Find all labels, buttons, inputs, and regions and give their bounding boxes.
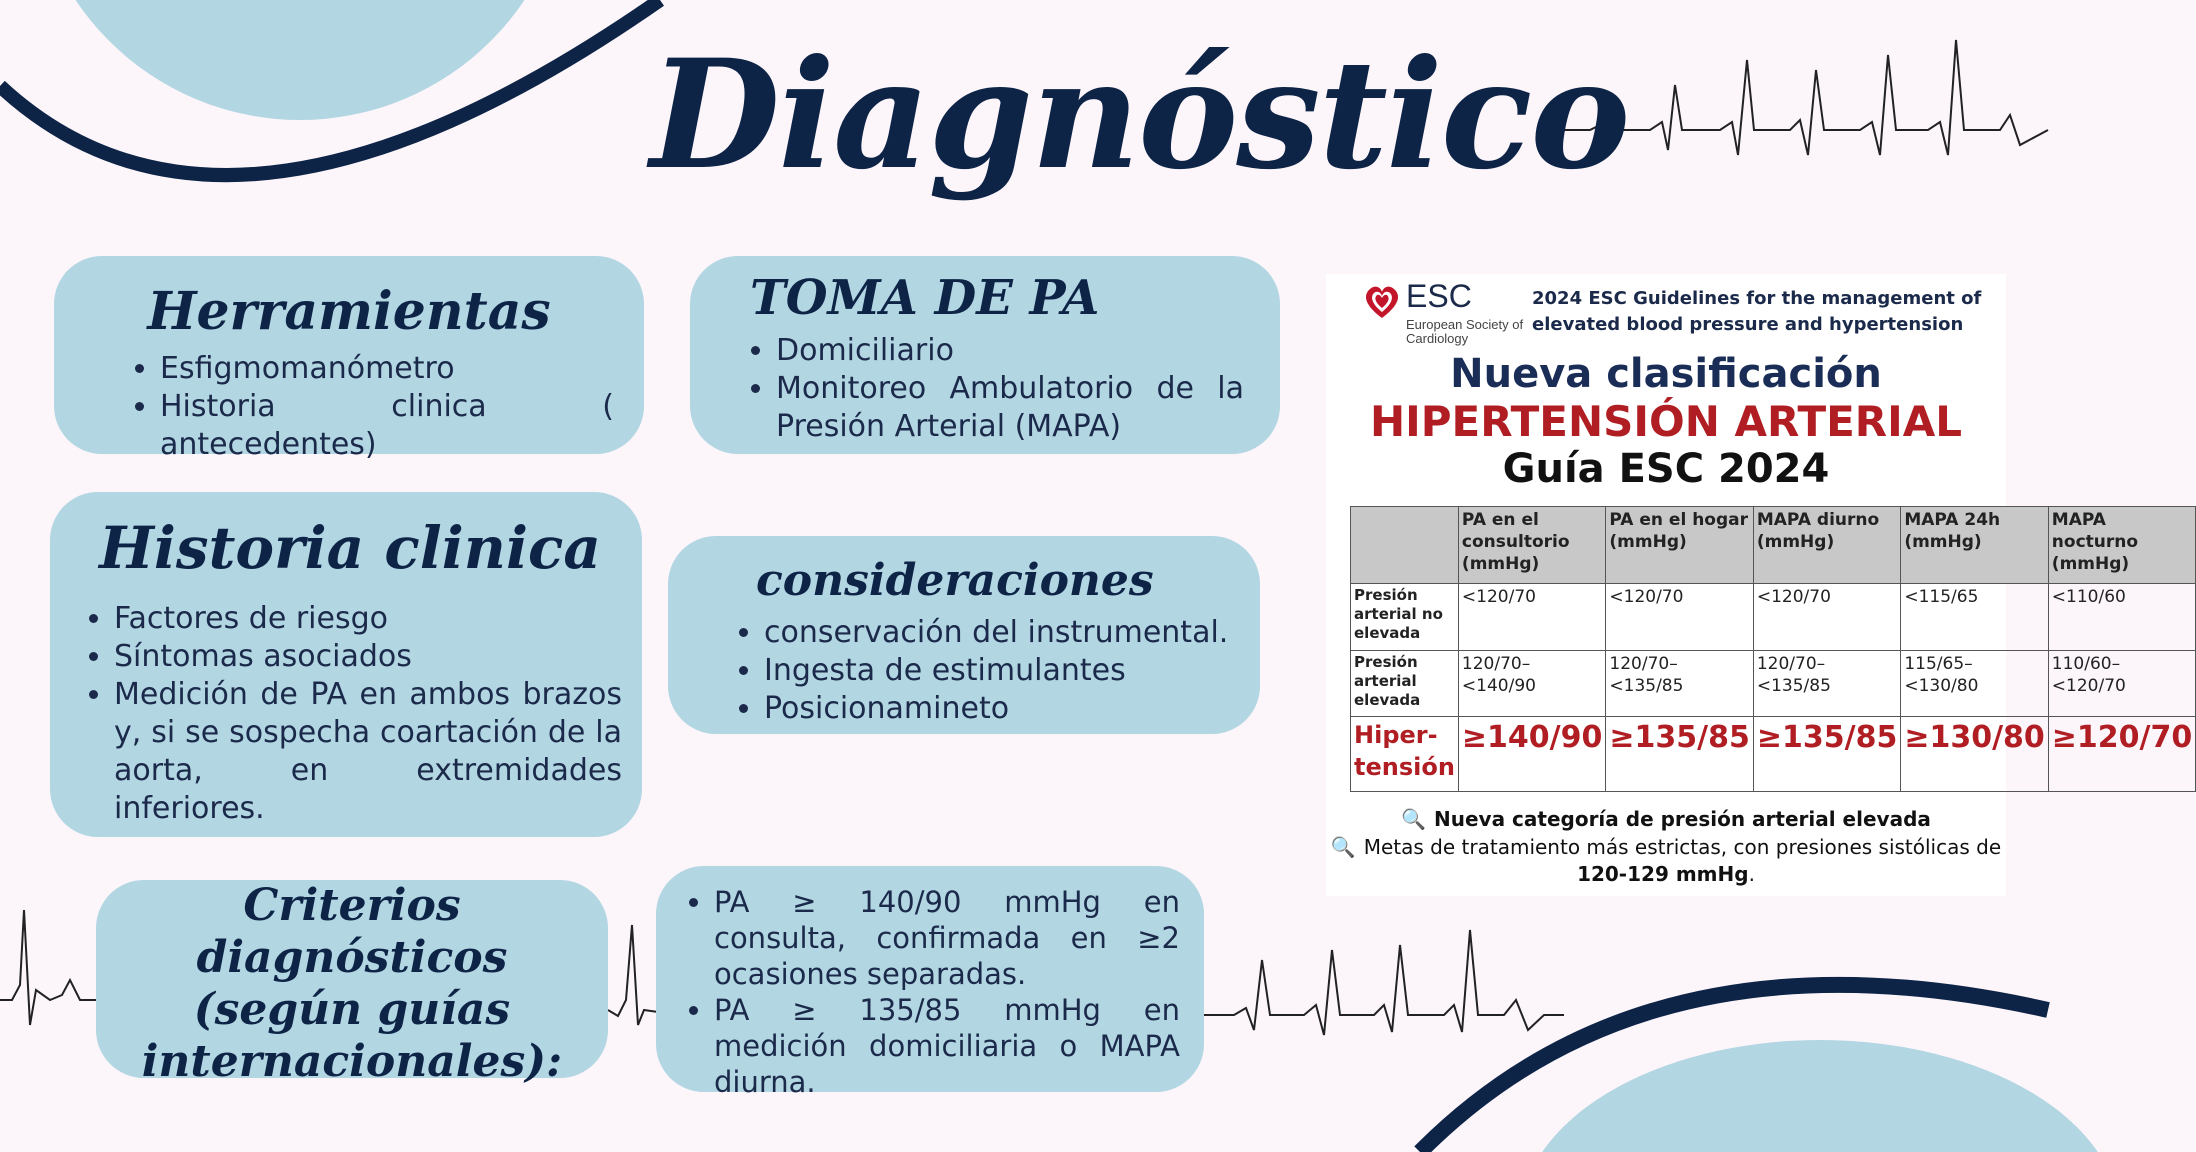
esc-note-2-bold: 120-129 mmHg: [1577, 862, 1749, 886]
heart-icon: [1362, 282, 1402, 322]
table-cell: ≥130/80: [1901, 717, 2048, 792]
table-cell: <120/70: [1606, 583, 1753, 650]
table-cell: ≥135/85: [1606, 717, 1753, 792]
heartbeat-line-bottom: [1204, 920, 1564, 1040]
magnifier-icon: 🔍: [1330, 835, 1356, 859]
toma-pa-list: [740, 332, 1244, 446]
table-cell: 110/60–<120/70: [2048, 650, 2195, 717]
esc-guideline-image: [1326, 274, 2193, 896]
table-header: [1351, 507, 1459, 584]
esc-note-2-text: Metas de tratamiento más estrictas, con presiones sistólicas de: [1363, 835, 2002, 859]
table-header: MAPA diurno (mmHg): [1753, 507, 1900, 584]
table-header-row: [1351, 507, 2196, 584]
herramientas-card: [54, 256, 644, 462]
table-cell: <115/65: [1901, 583, 2048, 650]
esc-guideline-title: 2024 ESC Guidelines for the management of elevated blood pressure and hypertension: [1532, 288, 1982, 335]
esc-logo-text: ESC: [1406, 278, 1472, 314]
list-item: • Posicionamineto: [764, 690, 1230, 728]
esc-logo-subtitle: European Society of Cardiology: [1406, 317, 1524, 346]
list-item: • Domiciliario: [776, 332, 1244, 370]
table-cell: <110/60: [2048, 583, 2195, 650]
historia-clinica-card: [50, 492, 642, 837]
consideraciones-heading: consideraciones: [756, 555, 1154, 606]
table-cell: ≥135/85: [1753, 717, 1900, 792]
table-row: [1351, 717, 2196, 792]
table-header: PA en el consultorio (mmHg): [1458, 507, 1605, 584]
list-item: • Monitoreo Ambulatorio de la Presión Arterial (MAPA): [776, 370, 1244, 446]
herramientas-heading: Herramientas: [147, 281, 551, 342]
table-cell: ≥140/90: [1458, 717, 1605, 792]
table-header: MAPA nocturno (mmHg): [2048, 507, 2195, 584]
historia-clinica-heading: Historia clinica: [99, 514, 601, 582]
magnifier-icon: 🔍: [1401, 807, 1426, 831]
table-cell: 115/65–<130/80: [1901, 650, 2048, 717]
table-cell: <120/70: [1458, 583, 1605, 650]
esc-logo: [1362, 278, 1522, 348]
consideraciones-card: [668, 536, 1260, 734]
esc-heading-1: Nueva clasificación: [1450, 351, 1882, 397]
table-row: [1351, 650, 2196, 717]
list-item: • Medición de PA en ambos brazos y, si se sospecha coartación de la aorta, en extremidades inferiores.: [114, 676, 622, 828]
herramientas-list: [124, 350, 614, 464]
historia-clinica-list: [78, 600, 622, 828]
esc-note-1-text: Nueva categoría de presión arterial elevada: [1434, 807, 1931, 831]
esc-heading-3: Guía ESC 2024: [1502, 446, 1830, 492]
list-item: • Esfigmomanómetro: [160, 350, 614, 388]
toma-pa-card: [690, 256, 1280, 454]
list-item: • PA ≥ 140/90 mmHg en consulta, confirmada en ≥2 ocasiones separadas.: [714, 884, 1180, 992]
list-item: • Historia clinica ( antecedentes): [160, 388, 614, 464]
heartbeat-line-middle: [608, 920, 658, 1030]
page-title: Diagnóstico: [650, 27, 1629, 203]
bp-classification-table: [1350, 506, 2196, 792]
pa-criteria-card: [656, 866, 1204, 1099]
top-left-circle-decoration: [0, 0, 700, 230]
list-item: • Factores de riesgo: [114, 600, 622, 638]
table-cell: 120/70–<140/90: [1458, 650, 1605, 717]
esc-note-2-suffix: .: [1748, 862, 1755, 886]
consideraciones-list: [728, 614, 1230, 728]
row-label: Presión arterial no elevada: [1351, 583, 1459, 650]
table-header: PA en el hogar (mmHg): [1606, 507, 1753, 584]
heartbeat-line-left: [0, 900, 100, 1030]
list-item: • Ingesta de estimulantes: [764, 652, 1230, 690]
row-label: Presión arterial elevada: [1351, 650, 1459, 717]
table-row: [1351, 583, 2196, 650]
table-cell: <120/70: [1753, 583, 1900, 650]
list-item: • PA ≥ 135/85 mmHg en medición domiciliaria o MAPA diurna.: [714, 992, 1180, 1100]
list-item: • conservación del instrumental.: [764, 614, 1230, 652]
toma-pa-heading: TOMA DE PA: [750, 270, 1100, 326]
table-header: MAPA 24h (mmHg): [1901, 507, 2048, 584]
criterios-card: [96, 880, 608, 1087]
table-cell: ≥120/70: [2048, 717, 2195, 792]
row-label: Hiper-tensión: [1351, 717, 1459, 792]
pa-criteria-list: [678, 884, 1180, 1100]
table-cell: 120/70–<135/85: [1606, 650, 1753, 717]
esc-note-2: [1326, 834, 2006, 888]
criterios-heading: Criterios diagnósticos (según guías internacionales):: [141, 880, 563, 1087]
table-cell: 120/70–<135/85: [1753, 650, 1900, 717]
esc-heading-2: HIPERTENSIÓN ARTERIAL: [1369, 397, 1963, 446]
esc-note-1: [1326, 806, 2006, 833]
list-item: • Síntomas asociados: [114, 638, 622, 676]
